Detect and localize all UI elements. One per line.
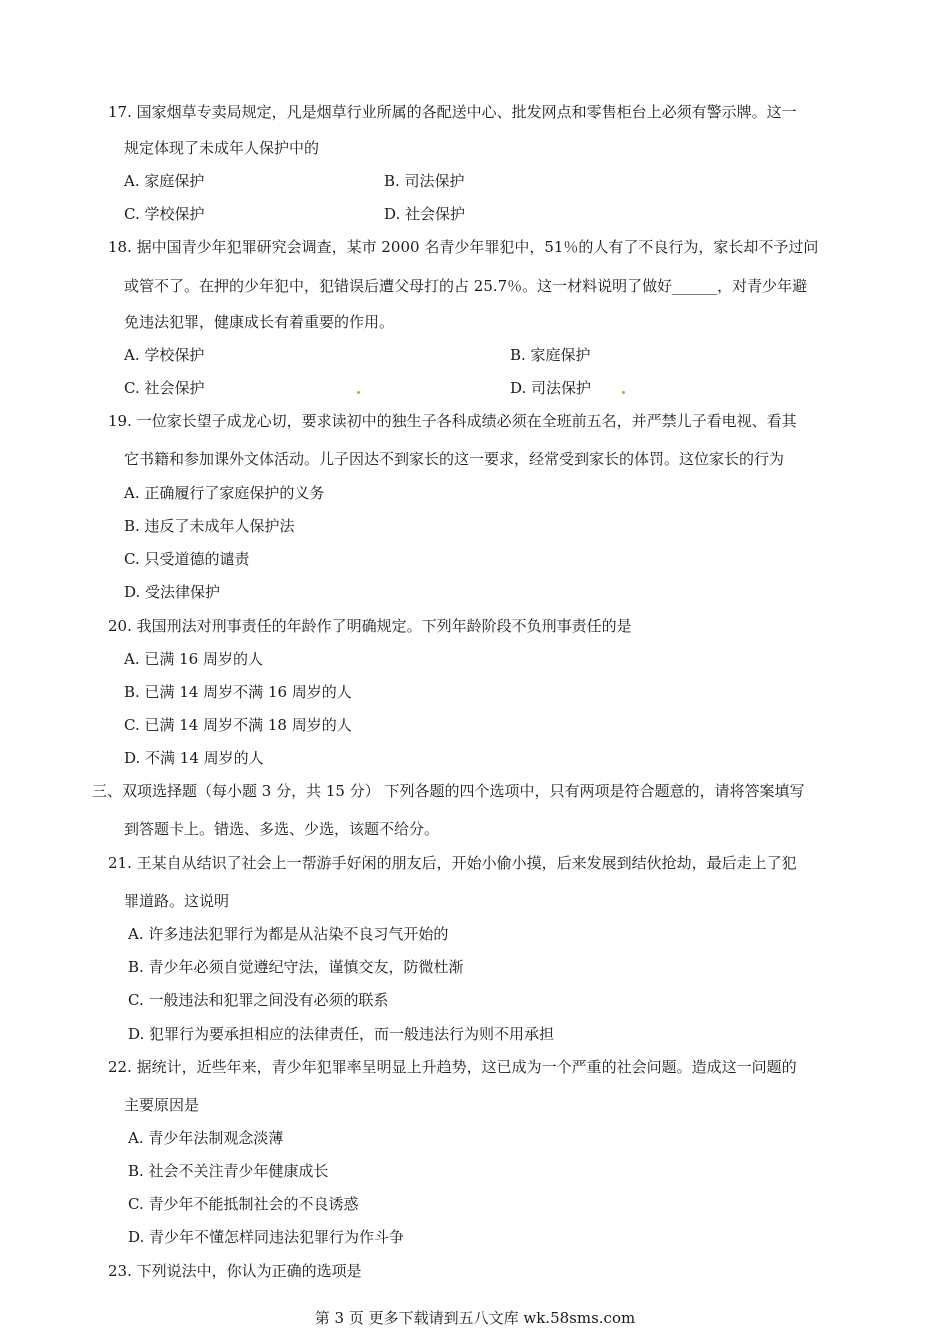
q19-option-d: D. 受法律保护 (124, 583, 221, 601)
q18-option-d: D. 司法保护 (510, 379, 592, 397)
q19-stem-line-1: 19. 一位家长望子成龙心切，要求读初中的独生子各科成绩必须在全班前五名，并严禁儿子看电视、看其 (108, 412, 797, 430)
q22-option-d: D. 青少年不懂怎样同违法犯罪行为作斗争 (128, 1228, 405, 1246)
q22-option-c: C. 青少年不能抵制社会的不良诱惑 (128, 1195, 359, 1213)
q18-stem-line-2: 或管不了。在押的少年犯中，犯错误后遭父母打的占 25.7％。这一材料说明了做好______，对青少年避 (124, 277, 808, 295)
scan-speck (622, 391, 625, 394)
q21-stem-line-1: 21. 王某自从结识了社会上一帮游手好闲的朋友后，开始小偷小摸，后来发展到结伙抢劫，最后走上了犯 (108, 854, 797, 872)
q21-stem-line-2: 罪道路。这说明 (124, 892, 230, 910)
q17-option-a: A. 家庭保护 (124, 172, 205, 190)
section-heading-line-2: 到答题卡上。错选、多选、少选，该题不给分。 (124, 820, 440, 838)
q22-stem-line-2: 主要原因是 (124, 1096, 200, 1114)
q22-option-b: B. 社会不关注青少年健康成长 (128, 1162, 329, 1180)
q23-stem: 23. 下列说法中，你认为正确的选项是 (108, 1262, 362, 1280)
q20-option-d: D. 不满 14 周岁的人 (124, 749, 264, 767)
q21-option-d: D. 犯罪行为要承担相应的法律责任，而一般违法行为则不用承担 (128, 1025, 555, 1043)
q19-option-c: C. 只受道德的谴责 (124, 550, 250, 568)
q18-stem-line-3: 免违法犯罪，健康成长有着重要的作用。 (124, 313, 395, 331)
section-heading-line-1: 三、双项选择题（每小题 3 分，共 15 分） 下列各题的四个选项中，只有两项是符合题意的，请将答案填写 (92, 782, 805, 800)
q21-option-a: A. 许多违法犯罪行为都是从沾染不良习气开始的 (128, 925, 449, 943)
q17-option-b: B. 司法保护 (384, 172, 465, 190)
q21-option-b: B. 青少年必须自觉遵纪守法，谨慎交友，防微杜渐 (128, 958, 464, 976)
q20-option-c: C. 已满 14 周岁不满 18 周岁的人 (124, 716, 352, 734)
q19-option-b: B. 违反了未成年人保护法 (124, 517, 295, 535)
q17-stem-line-2: 规定体现了未成年人保护中的 (124, 139, 320, 157)
q17-option-d: D. 社会保护 (384, 205, 466, 223)
q20-stem: 20. 我国刑法对刑事责任的年龄作了明确规定。下列年龄阶段不负刑事责任的是 (108, 617, 632, 635)
q17-stem-line-1: 17. 国家烟草专卖局规定，凡是烟草行业所属的各配送中心、批发网点和零售柜台上必须有警示牌。这一 (108, 103, 797, 121)
q18-option-b: B. 家庭保护 (510, 346, 591, 364)
q20-option-b: B. 已满 14 周岁不满 16 周岁的人 (124, 683, 352, 701)
q17-option-c: C. 学校保护 (124, 205, 205, 223)
q22-stem-line-1: 22. 据统计，近些年来，青少年犯罪率呈明显上升趋势，这已成为一个严重的社会问题。造成这一问题的 (108, 1058, 797, 1076)
scan-speck (357, 391, 360, 394)
q20-option-a: A. 已满 16 周岁的人 (124, 650, 263, 668)
q22-option-a: A. 青少年法制观念淡薄 (128, 1129, 284, 1147)
q19-option-a: A. 正确履行了家庭保护的义务 (124, 484, 325, 502)
q18-stem-line-1: 18. 据中国青少年犯罪研究会调查，某市 2000 名青少年罪犯中，51％的人有了不良行为，家长却不予过问 (108, 238, 819, 256)
q18-option-a: A. 学校保护 (124, 346, 205, 364)
q19-stem-line-2: 它书籍和参加课外文体活动。儿子因达不到家长的这一要求，经常受到家长的体罚。这位家长的行为 (124, 450, 785, 468)
page-footer: 第 3 页 更多下载请到五八文库 wk.58sms.com (314, 1309, 636, 1327)
q18-option-c: C. 社会保护 (124, 379, 205, 397)
q21-option-c: C. 一般违法和犯罪之间没有必须的联系 (128, 991, 389, 1009)
